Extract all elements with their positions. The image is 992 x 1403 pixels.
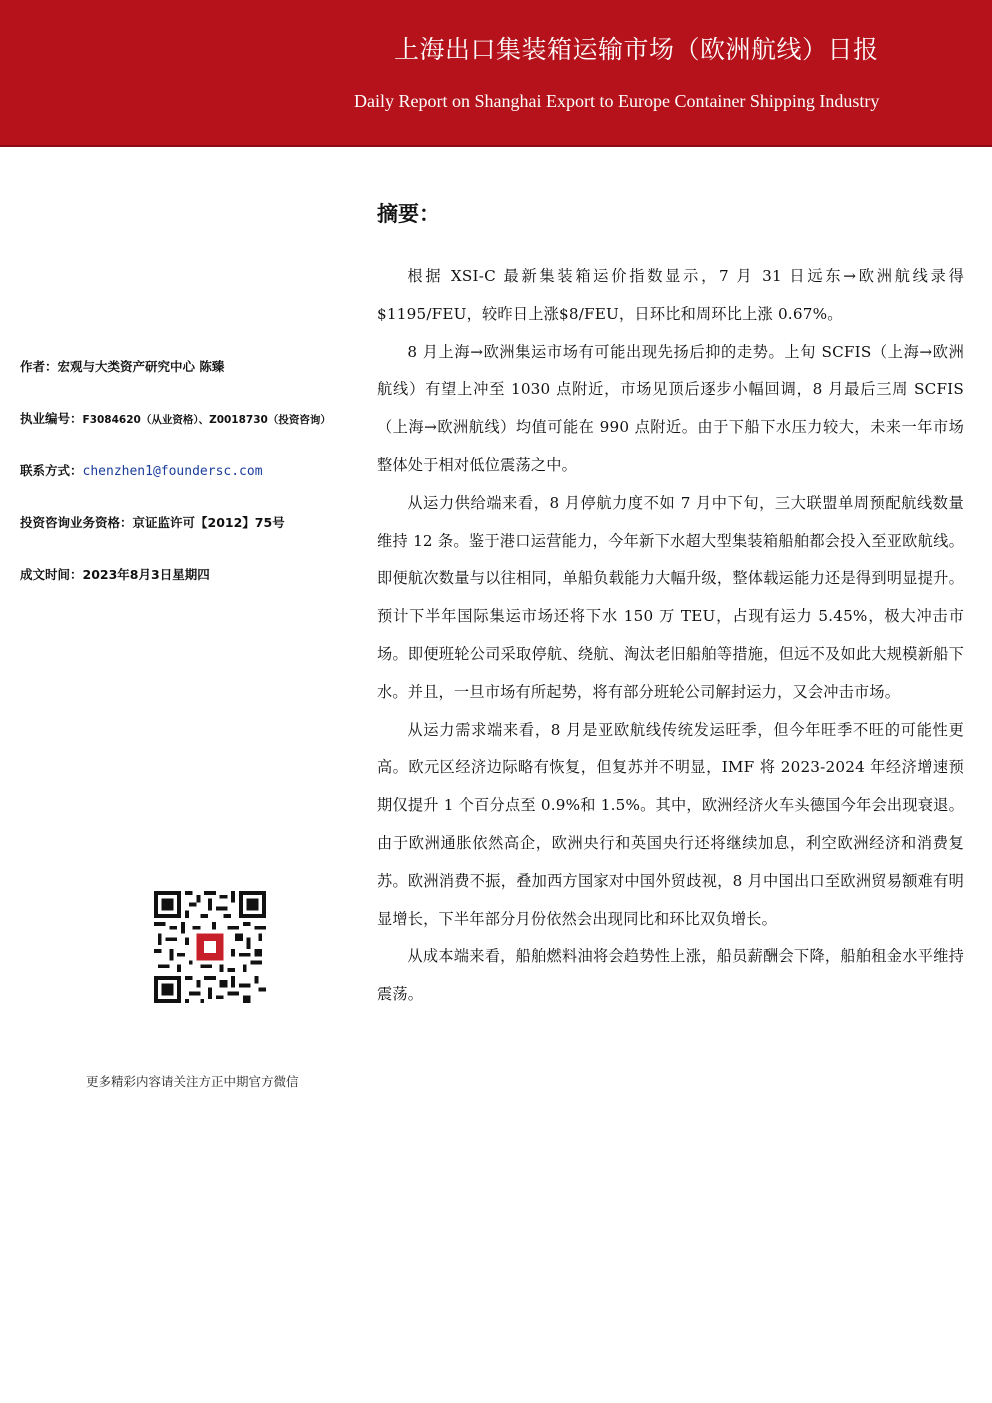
contact-email-link[interactable]: chenzhen1@foundersc.com [82, 464, 263, 479]
banner-divider [0, 145, 992, 147]
date-label: 成文时间： [20, 567, 83, 582]
qualification-label: 投资咨询业务资格： [20, 515, 133, 530]
license-value: F3084620（从业资格）、Z0018730（投资咨询） [82, 414, 331, 426]
qr-caption: 更多精彩内容请关注方正中期官方微信 [86, 1074, 299, 1089]
summary-paragraph: 从运力供给端来看，8 月停航力度不如 7 月中下旬，三大联盟单周预配航线数量维持 12 条。鉴于港口运营能力，今年新下水超大型集装箱船舶都会投入至亚欧航线。即便航次数量与以往相同，单船负载能力大幅升级，整体载运能力还是得到明显提升。预计下半年国际集运市场还将下水 150 万 TEU，占现有运力 5.45%，极大冲击市场。即便班轮公司采取停航、绕航、淘汰老旧船舶等措施，但远不及如此大规模新船下水。并且，一旦市场有所起势，将有部分班轮公司解封运力，又会冲击市场。 [377, 493, 964, 701]
summary-heading: 摘要： [377, 202, 440, 226]
summary-paragraph: 从成本端来看，船舶燃料油将会趋势性上涨，船员薪酬会下降，船舶租金水平维持震荡。 [377, 947, 964, 1004]
summary-paragraph: 8 月上海→欧洲集运市场有可能出现先扬后抑的走势。上旬 SCFIS（上海→欧洲航线）有望上冲至 1030 点附近，市场见顶后逐步小幅回调，8 月最后三周 SCFIS（上海→欧洲航线）均值可能在 990 点附近。由于下船下水压力较大，未来一年市场整体处于相对低位震荡之中。 [377, 342, 964, 474]
wechat-qr-code [154, 891, 266, 1003]
date-value: 2023年8月3日星期四 [82, 567, 210, 582]
qualification-row [20, 513, 355, 565]
report-title-cn: 上海出口集装箱运输市场（欧洲航线）日报 [394, 35, 879, 64]
license-row [20, 409, 355, 461]
summary-paragraph: 从运力需求端来看，8 月是亚欧航线传统发运旺季，但今年旺季不旺的可能性更高。欧元区经济边际略有恢复，但复苏并不明显，IMF 将 2023-2024 年经济增速预期仅提升 1 个百分点至 0.9%和 1.5%。其中，欧洲经济火车头德国今年会出现衰退。由于欧洲通胀依然高企，欧洲央行和英国央行还将继续加息，利空欧洲经济和消费复苏。欧洲消费不振，叠加西方国家对中国外贸歧视，8 月中国出口至欧洲贸易额难有明显增长，下半年部分月份依然会出现同比和环比双负增长。 [377, 720, 964, 928]
summary-body [377, 258, 964, 1014]
report-title-en: Daily Report on Shanghai Export to Europe Container Shipping Industry [354, 91, 880, 111]
author-label: 作者： [20, 359, 58, 374]
header-banner [0, 0, 992, 145]
contact-row [20, 461, 355, 513]
date-row [20, 565, 355, 617]
license-label: 执业编号： [20, 411, 83, 426]
contact-label: 联系方式： [20, 463, 83, 478]
author-value: 宏观与大类资产研究中心 陈臻 [57, 359, 225, 374]
author-row [20, 357, 355, 409]
qualification-value: 京证监许可【2012】75号 [132, 515, 285, 530]
summary-paragraph: 根据 XSI-C 最新集装箱运价指数显示，7 月 31 日远东→欧洲航线录得$1195/FEU，较昨日上涨$8/FEU，日环比和周环比上涨 0.67%。 [377, 267, 964, 323]
author-info-panel [20, 357, 355, 617]
